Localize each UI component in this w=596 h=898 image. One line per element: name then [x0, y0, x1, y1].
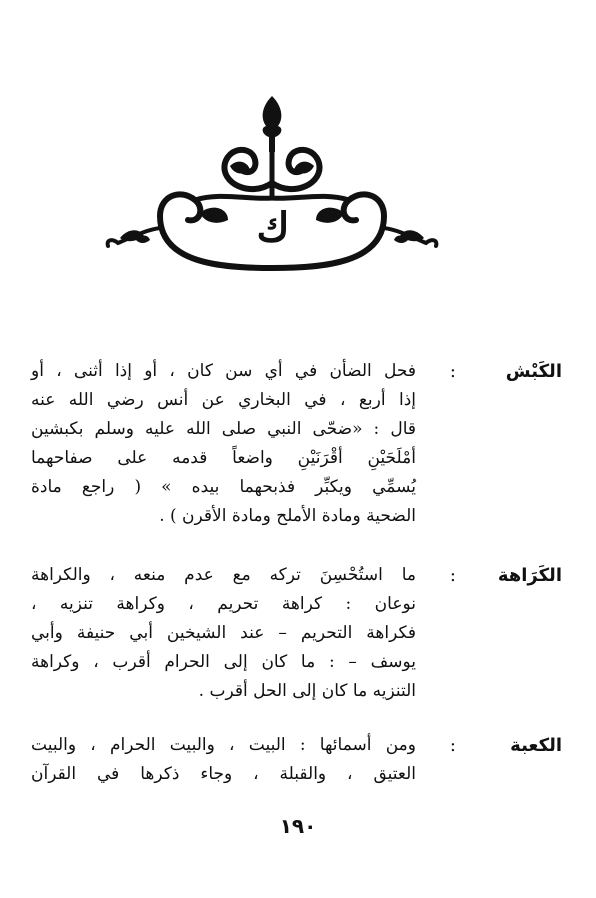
ornament-finial	[263, 96, 282, 138]
definition-line: التنزيه ما كان إلى الحل أقرب .	[198, 681, 416, 701]
definition-line: قال : «ضحّى النبي صلى الله عليه وسلم بكبشين	[31, 419, 416, 439]
page-number: ١٩٠	[279, 814, 317, 838]
section-letter: ك	[256, 204, 290, 251]
dictionary-entry	[0, 731, 596, 791]
entry-definition	[31, 561, 416, 706]
definition-line: فحل الضأن في أي سن كان ، أو إذا أثنى ، أو	[31, 361, 416, 381]
entry-term: الكَرَاهة	[497, 565, 562, 586]
definition-line: الضحية ومادة الأملح ومادة الأقرن ) .	[159, 506, 416, 526]
definition-line: يُسمِّي ويكبِّر فذبحهما بيده » ( راجع مادة	[31, 477, 416, 497]
definition-line: ومن أسمائها : البيت ، والبيت الحرام ، والبيت	[31, 735, 416, 755]
definition-line: يوسف – : ما كان إلى الحرام أقرب ، وكراهة	[31, 652, 416, 672]
entry-colon: :	[449, 565, 456, 586]
definition-line: إذا أربع ، في البخاري عن أنس رضي الله عنه	[31, 390, 416, 410]
entry-term: الكَبْش	[505, 361, 562, 382]
entry-definition	[31, 357, 416, 531]
dictionary-entry	[0, 561, 596, 711]
definition-line: أمْلَحَيْنِ أقْرَنَيْنِ واضعاً قدمه على صفاحهما	[31, 448, 416, 468]
definition-line: ما استُحْسِنَ تركه مع عدم منعه ، والكراهة	[31, 565, 416, 585]
definition-line: نوعان : كراهة تحريم ، وكراهة تنزيه ،	[31, 594, 416, 614]
definition-line: العتيق ، والقبلة ، وجاء ذكرها في القرآن	[31, 764, 416, 784]
dictionary-entry	[0, 357, 596, 537]
definition-line: فكراهة التحريم – عند الشيخين أبي حنيفة وأبي	[31, 623, 416, 643]
entry-colon: :	[449, 735, 456, 756]
entry-term: الكعبة	[510, 735, 562, 756]
entry-definition	[31, 731, 416, 789]
entry-colon: :	[449, 361, 456, 382]
